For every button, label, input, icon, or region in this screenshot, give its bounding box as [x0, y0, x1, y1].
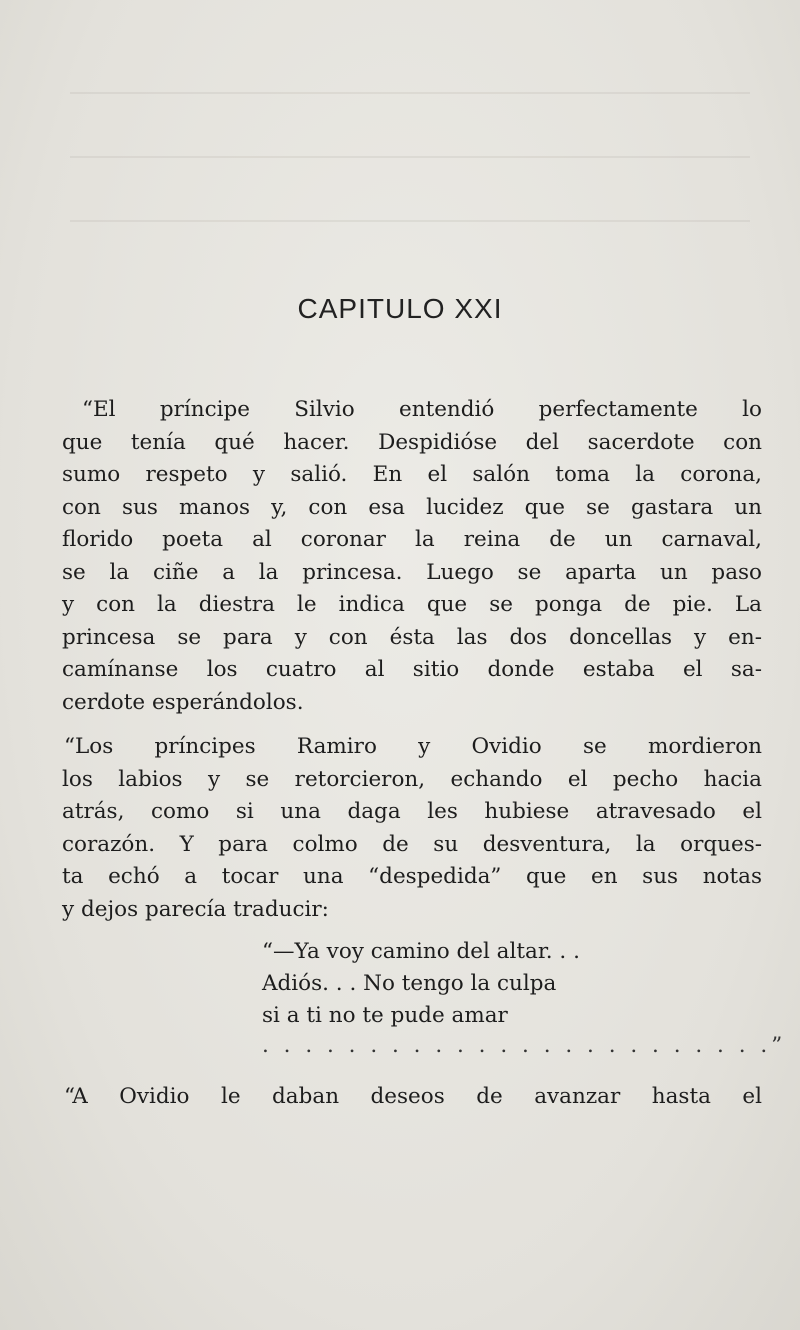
text-line: ta echó a tocar una “despedida” que en sus notas: [62, 864, 762, 889]
text-line: corazón. Y para colmo de su desventura, la orques-: [62, 831, 762, 857]
text-line: con sus manos y, con esa lucidez que se gastara un: [62, 494, 762, 520]
text-line: florido poeta al coronar la reina de un carnaval,: [62, 527, 762, 552]
paragraph-2: [62, 731, 762, 926]
text-line: que tenía qué hacer. Despidióse del sacerdote con: [62, 429, 762, 455]
paragraph-1: [62, 394, 762, 719]
verse-ellipsis: . . . . . . . . . . . . . . . . . . . . . . . .”: [262, 1033, 787, 1058]
chapter-title: CAPITULO XXI: [297, 293, 503, 324]
body-text: [62, 394, 787, 1113]
text-line: sumo respeto y salió. En el salón toma la corona,: [62, 462, 762, 487]
text-line: “Los príncipes Ramiro y Ovidio se mordieron: [64, 734, 762, 759]
verse-line: Adiós. . . No tengo la culpa: [262, 971, 557, 996]
bleed-through-line: [70, 220, 750, 222]
text-line: los labios y se retorcieron, echando el pecho hacia: [62, 766, 762, 792]
paragraph-3: [62, 1081, 762, 1114]
verse-block: [262, 936, 762, 1032]
text-line: y dejos parecía traducir:: [62, 896, 329, 922]
text-line: atrás, como si una daga les hubiese atravesado el: [62, 799, 762, 824]
verse-line: si a ti no te pude amar: [262, 1003, 508, 1028]
text-line: y con la diestra le indica que se ponga de pie. La: [62, 592, 762, 617]
text-line: “El príncipe Silvio entendió perfectamente lo: [82, 397, 762, 422]
bleed-through-line: [70, 92, 750, 94]
text-line: se la ciñe a la princesa. Luego se aparta un paso: [62, 559, 762, 585]
text-line: princesa se para y con ésta las dos doncellas y en-: [62, 624, 762, 650]
text-line: “A Ovidio le daban deseos de avanzar hasta el: [64, 1083, 762, 1109]
text-line: camínanse los cuatro al sitio donde estaba el sa-: [62, 657, 762, 682]
text-line: cerdote esperándolos.: [62, 689, 304, 715]
verse-line: “—Ya voy camino del altar. . .: [262, 939, 580, 964]
bleed-through-line: [70, 156, 750, 158]
